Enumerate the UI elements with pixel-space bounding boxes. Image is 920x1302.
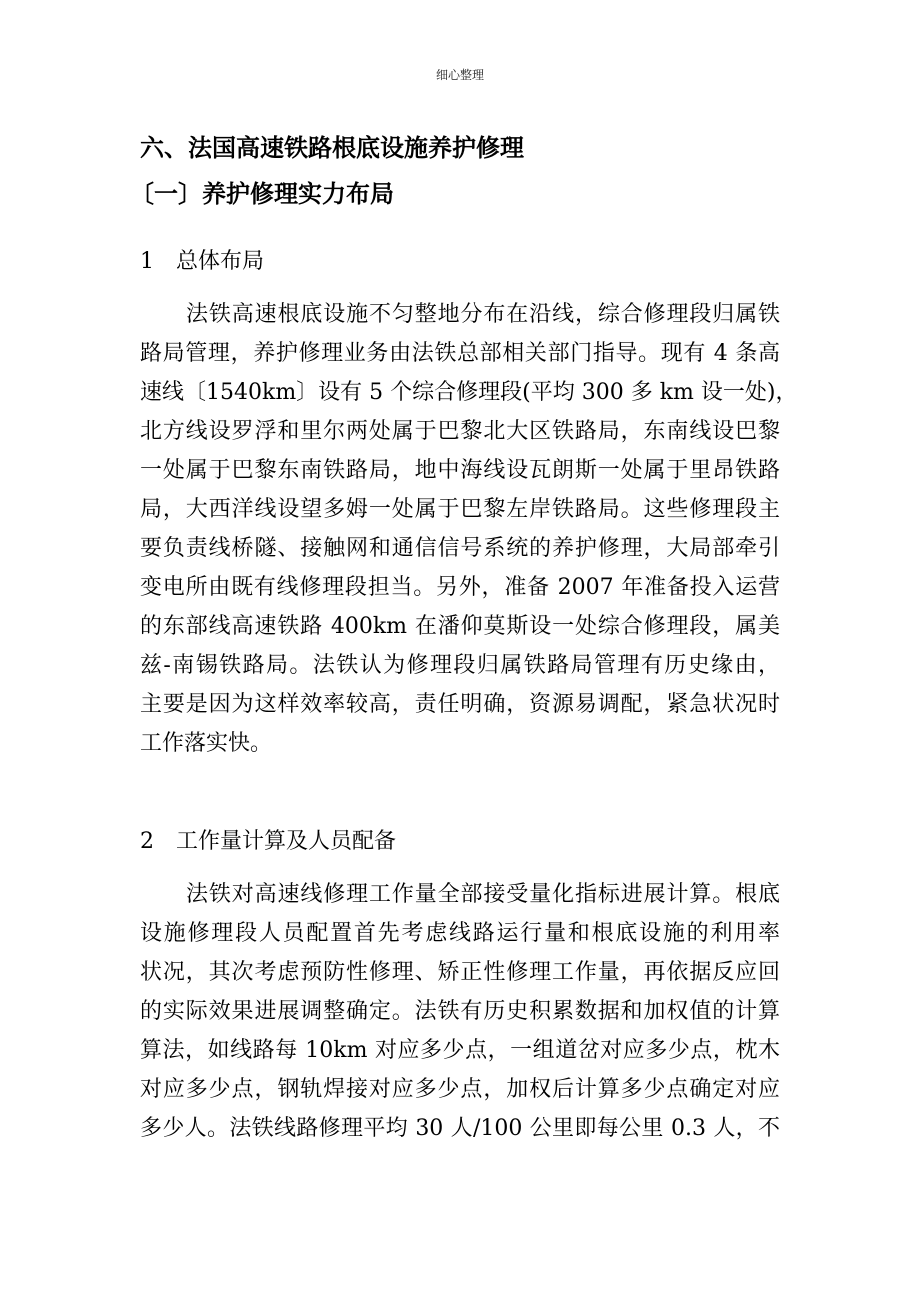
- text-line: 变电所由既有线修理段担当。另外，准备 2007 年准备投入运营: [140, 575, 780, 600]
- item-number: 1: [140, 249, 154, 274]
- text-line: 兹-南锡铁路局。法铁认为修理段归属铁路局管理有历史缘由，: [140, 653, 780, 678]
- page-header: 细心整理: [435, 68, 484, 82]
- text-line: 多少人。法铁线路修理平均 30 人/100 公里即每公里 0.3 人，不: [140, 1116, 780, 1141]
- text-line: 设施修理段人员配置首先考虑线路运行量和根底设施的利用率: [140, 921, 780, 946]
- text-line: 的实际效果进展调整确定。法铁有历史积累数据和加权值的计算: [140, 999, 780, 1024]
- text-line: 主要是因为这样效率较高，责任明确，资源易调配，紧急状况时: [140, 692, 780, 717]
- text-line: 局，大西洋线设望多姆一处属于巴黎左岸铁路局。这些修理段主: [140, 497, 780, 522]
- item-title: 总体布局: [176, 249, 265, 274]
- text-line: 的东部线高速铁路 400km 在潘仰莫斯设一处综合修理段，属美: [140, 614, 780, 639]
- paragraph-workload-staffing: [140, 875, 780, 1148]
- subsection-title: 〔一〕养护修理实力布局: [130, 180, 394, 208]
- text-line: 算法，如线路每 10km 对应多少点，一组道岔对应多少点，枕木: [140, 1038, 780, 1063]
- section-title: 六、法国高速铁路根底设施养护修理: [140, 134, 524, 162]
- text-line: 路局管理，养护修理业务由法铁总部相关部门指导。现有 4 条高: [140, 341, 780, 366]
- text-line: 要负责线桥隧、接触网和通信信号系统的养护修理，大局部牵引: [140, 536, 780, 561]
- text-line: 一处属于巴黎东南铁路局，地中海线设瓦朗斯一处属于里昂铁路: [140, 458, 780, 483]
- item-heading-1: [140, 244, 264, 280]
- item-number: 2: [140, 829, 154, 854]
- text-line: 状况，其次考虑预防性修理、矫正性修理工作量，再依据反应回: [140, 960, 780, 985]
- item-title: 工作量计算及人员配备: [176, 829, 397, 854]
- text-line: 工作落实快。: [140, 731, 273, 756]
- paragraph-overall-layout: [140, 295, 798, 763]
- text-line: 速线〔1540km〕设有 5 个综合修理段(平均 300 多 km 设一处)，: [140, 380, 798, 405]
- text-line: 法铁对高速线修理工作量全部接受量化指标进展计算。根底: [186, 882, 780, 907]
- text-line: 法铁高速根底设施不匀整地分布在沿线，综合修理段归属铁: [186, 302, 780, 327]
- text-line: 北方线设罗浮和里尔两处属于巴黎北大区铁路局，东南线设巴黎: [140, 419, 780, 444]
- item-heading-2: [140, 824, 396, 860]
- text-line: 对应多少点，钢轨焊接对应多少点，加权后计算多少点确定对应: [140, 1077, 780, 1102]
